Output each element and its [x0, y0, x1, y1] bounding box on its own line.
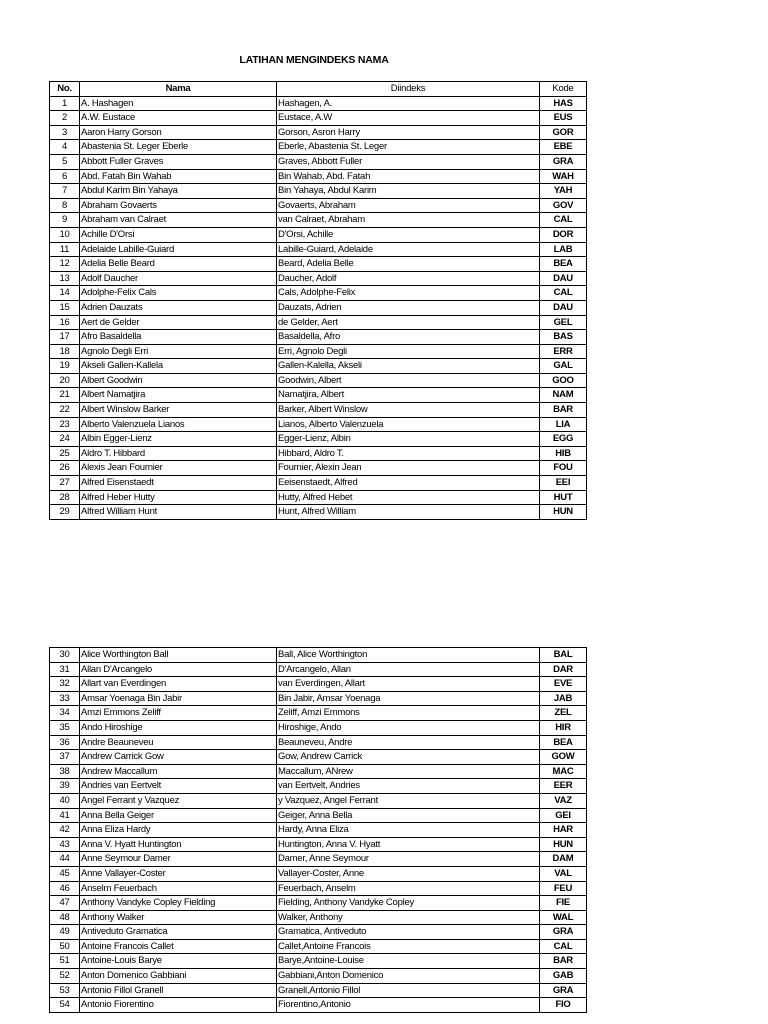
row-kode: MAC — [540, 764, 587, 779]
table-row — [50, 169, 587, 184]
row-number: 22 — [50, 403, 80, 418]
row-nama: Anthony Walker — [80, 910, 277, 925]
table-row — [50, 184, 587, 199]
row-diindeks: Bin Wahab, Abd. Fatah — [277, 169, 540, 184]
row-kode: GRA — [540, 925, 587, 940]
row-nama: Adolphe-Felix Cals — [80, 286, 277, 301]
row-kode: GRA — [540, 154, 587, 169]
row-kode: LAB — [540, 242, 587, 257]
row-diindeks: Zeliff, Amzi Emmons — [277, 706, 540, 721]
row-nama: Aaron Harry Gorson — [80, 125, 277, 140]
name-index-table-2 — [49, 647, 587, 1013]
row-number: 47 — [50, 896, 80, 911]
row-kode: EEI — [540, 476, 587, 491]
table-row — [50, 476, 587, 491]
row-number: 28 — [50, 490, 80, 505]
row-number: 5 — [50, 154, 80, 169]
table-row — [50, 852, 587, 867]
header-kode: Kode — [540, 82, 587, 97]
row-diindeks: Granell,Antonio Fillol — [277, 983, 540, 998]
row-kode: HUT — [540, 490, 587, 505]
row-nama: Alfred Eisenstaedt — [80, 476, 277, 491]
row-number: 46 — [50, 881, 80, 896]
row-diindeks: Hutty, Alfred Hebet — [277, 490, 540, 505]
row-nama: Albin Egger-Lienz — [80, 432, 277, 447]
table-row — [50, 315, 587, 330]
row-nama: Abdul Karim Bin Yahaya — [80, 184, 277, 199]
row-number: 32 — [50, 677, 80, 692]
row-kode: JAB — [540, 691, 587, 706]
row-kode: CAL — [540, 286, 587, 301]
row-diindeks: Fournier, Alexin Jean — [277, 461, 540, 476]
row-number: 21 — [50, 388, 80, 403]
row-number: 40 — [50, 793, 80, 808]
row-diindeks: Barye,Antoine-Louise — [277, 954, 540, 969]
row-nama: Anne Seymour Damer — [80, 852, 277, 867]
row-diindeks: Gabbiani,Anton Domenico — [277, 969, 540, 984]
row-number: 49 — [50, 925, 80, 940]
table-row — [50, 257, 587, 272]
row-diindeks: Huntington, Anna V. Hyatt — [277, 837, 540, 852]
row-kode: FIO — [540, 998, 587, 1013]
row-number: 15 — [50, 300, 80, 315]
row-number: 11 — [50, 242, 80, 257]
table-row — [50, 954, 587, 969]
row-number: 51 — [50, 954, 80, 969]
row-diindeks: Eeisenstaedt, Alfred — [277, 476, 540, 491]
row-nama: A. Hashagen — [80, 96, 277, 111]
row-number: 14 — [50, 286, 80, 301]
row-diindeks: Beauneveu, Andre — [277, 735, 540, 750]
row-nama: A.W. Eustace — [80, 111, 277, 126]
row-kode: EUS — [540, 111, 587, 126]
row-number: 24 — [50, 432, 80, 447]
row-diindeks: Hunt, Alfred William — [277, 505, 540, 520]
table-row — [50, 111, 587, 126]
table-row — [50, 125, 587, 140]
row-diindeks: Bin Jabir, Amsar Yoenaga — [277, 691, 540, 706]
row-number: 19 — [50, 359, 80, 374]
row-nama: Anne Vallayer-Coster — [80, 866, 277, 881]
row-number: 7 — [50, 184, 80, 199]
row-kode: BEA — [540, 257, 587, 272]
row-diindeks: Hashagen, A. — [277, 96, 540, 111]
table-row — [50, 662, 587, 677]
row-kode: GEL — [540, 315, 587, 330]
row-kode: HUN — [540, 837, 587, 852]
row-nama: Adrien Dauzats — [80, 300, 277, 315]
row-nama: Albert Winslow Barker — [80, 403, 277, 418]
row-nama: Albert Goodwin — [80, 373, 277, 388]
row-nama: Adelia Belle Beard — [80, 257, 277, 272]
row-diindeks: y Vazquez, Angel Ferrant — [277, 793, 540, 808]
row-kode: EGG — [540, 432, 587, 447]
row-nama: Abbott Fuller Graves — [80, 154, 277, 169]
row-diindeks: Maccallum, ANrew — [277, 764, 540, 779]
row-number: 50 — [50, 939, 80, 954]
row-number: 16 — [50, 315, 80, 330]
table-row — [50, 344, 587, 359]
row-kode: NAM — [540, 388, 587, 403]
table-row — [50, 706, 587, 721]
row-nama: Alice Worthington Ball — [80, 648, 277, 663]
row-diindeks: Gorson, Asron Harry — [277, 125, 540, 140]
row-number: 23 — [50, 417, 80, 432]
name-index-table-1 — [49, 81, 587, 520]
table-row — [50, 881, 587, 896]
table-row — [50, 925, 587, 940]
row-kode: GOR — [540, 125, 587, 140]
row-nama: Allart van Everdingen — [80, 677, 277, 692]
row-diindeks: van Eertvelt, Andries — [277, 779, 540, 794]
row-diindeks: de Gelder, Aert — [277, 315, 540, 330]
row-number: 34 — [50, 706, 80, 721]
row-nama: Antonio Fillol Granell — [80, 983, 277, 998]
row-kode: BAR — [540, 954, 587, 969]
row-number: 44 — [50, 852, 80, 867]
row-kode: GOV — [540, 198, 587, 213]
row-diindeks: Barker, Albert Winslow — [277, 403, 540, 418]
table-row — [50, 388, 587, 403]
row-nama: Amzi Emmons Zeliff — [80, 706, 277, 721]
row-kode: DAR — [540, 662, 587, 677]
row-kode: WAL — [540, 910, 587, 925]
header-nama: Nama — [80, 82, 277, 97]
row-diindeks: Fiorentino,Antonio — [277, 998, 540, 1013]
row-nama: Antoine Francois Callet — [80, 939, 277, 954]
row-number: 12 — [50, 257, 80, 272]
table-row — [50, 939, 587, 954]
table-row — [50, 96, 587, 111]
row-diindeks: Bin Yahaya, Abdul Karim — [277, 184, 540, 199]
row-diindeks: Callet,Antoine Francois — [277, 939, 540, 954]
table-row — [50, 808, 587, 823]
row-nama: Abraham van Calraet — [80, 213, 277, 228]
table-row — [50, 271, 587, 286]
table-row — [50, 242, 587, 257]
row-kode: FEU — [540, 881, 587, 896]
row-number: 4 — [50, 140, 80, 155]
row-kode: LIA — [540, 417, 587, 432]
table-row — [50, 300, 587, 315]
row-number: 31 — [50, 662, 80, 677]
row-nama: Andrew Maccallum — [80, 764, 277, 779]
row-diindeks: Gow, Andrew Carrick — [277, 750, 540, 765]
row-number: 42 — [50, 823, 80, 838]
row-number: 39 — [50, 779, 80, 794]
row-diindeks: Goodwin, Albert — [277, 373, 540, 388]
row-kode: CAL — [540, 939, 587, 954]
row-nama: Antiveduto Gramatica — [80, 925, 277, 940]
row-number: 25 — [50, 446, 80, 461]
row-number: 29 — [50, 505, 80, 520]
table-row — [50, 969, 587, 984]
table-row — [50, 823, 587, 838]
row-nama: Alfred Heber Hutty — [80, 490, 277, 505]
row-nama: Ando Hiroshige — [80, 720, 277, 735]
table-row — [50, 793, 587, 808]
row-diindeks: Cals, Adolphe-Felix — [277, 286, 540, 301]
row-nama: Afro Basaldella — [80, 330, 277, 345]
row-number: 18 — [50, 344, 80, 359]
row-nama: Abastenia St. Leger Eberle — [80, 140, 277, 155]
row-nama: Aert de Gelder — [80, 315, 277, 330]
row-kode: HIR — [540, 720, 587, 735]
table-row — [50, 896, 587, 911]
row-kode: GEI — [540, 808, 587, 823]
row-nama: Anselm Feuerbach — [80, 881, 277, 896]
row-number: 13 — [50, 271, 80, 286]
row-nama: Andrew Carrick Gow — [80, 750, 277, 765]
row-nama: Alexis Jean Fournier — [80, 461, 277, 476]
row-number: 33 — [50, 691, 80, 706]
table-row — [50, 691, 587, 706]
row-nama: Anthony Vandyke Copley Fielding — [80, 896, 277, 911]
row-diindeks: Graves, Abbott Fuller — [277, 154, 540, 169]
table-row — [50, 213, 587, 228]
row-number: 41 — [50, 808, 80, 823]
row-nama: Albert Namatjira — [80, 388, 277, 403]
row-number: 53 — [50, 983, 80, 998]
row-kode: EER — [540, 779, 587, 794]
row-nama: Andre Beauneveu — [80, 735, 277, 750]
row-diindeks: Feuerbach, Anselm — [277, 881, 540, 896]
row-number: 30 — [50, 648, 80, 663]
row-kode: CAL — [540, 213, 587, 228]
table-row — [50, 154, 587, 169]
row-kode: DAU — [540, 300, 587, 315]
table-row — [50, 866, 587, 881]
row-kode: FOU — [540, 461, 587, 476]
table-row — [50, 677, 587, 692]
row-nama: Abraham Govaerts — [80, 198, 277, 213]
table-row — [50, 998, 587, 1013]
row-diindeks: Dauzats, Adrien — [277, 300, 540, 315]
row-nama: Anna Bella Geiger — [80, 808, 277, 823]
row-diindeks: Ball, Alice Worthington — [277, 648, 540, 663]
row-diindeks: van Calraet, Abraham — [277, 213, 540, 228]
row-number: 20 — [50, 373, 80, 388]
row-diindeks: Hardy, Anna Eliza — [277, 823, 540, 838]
row-diindeks: Lianos, Alberto Valenzuela — [277, 417, 540, 432]
row-kode: BAL — [540, 648, 587, 663]
row-number: 36 — [50, 735, 80, 750]
row-nama: Anna V. Hyatt Huntington — [80, 837, 277, 852]
row-diindeks: Labille-Guiard, Adelaide — [277, 242, 540, 257]
row-nama: Abd. Fatah Bin Wahab — [80, 169, 277, 184]
row-nama: Aldro T. Hibbard — [80, 446, 277, 461]
row-kode: DAM — [540, 852, 587, 867]
row-number: 38 — [50, 764, 80, 779]
row-kode: GAL — [540, 359, 587, 374]
row-nama: Akseli Gallen-Kallela — [80, 359, 277, 374]
row-number: 2 — [50, 111, 80, 126]
row-diindeks: Damer, Anne Seymour — [277, 852, 540, 867]
row-number: 8 — [50, 198, 80, 213]
row-diindeks: Hiroshige, Ando — [277, 720, 540, 735]
row-diindeks: Beard, Adelia Belle — [277, 257, 540, 272]
row-number: 27 — [50, 476, 80, 491]
table-row — [50, 750, 587, 765]
row-kode: BEA — [540, 735, 587, 750]
table-row — [50, 417, 587, 432]
row-number: 37 — [50, 750, 80, 765]
row-diindeks: Walker, Anthony — [277, 910, 540, 925]
row-nama: Alberto Valenzuela Lianos — [80, 417, 277, 432]
row-number: 17 — [50, 330, 80, 345]
row-nama: Antoine-Louis Barye — [80, 954, 277, 969]
row-nama: Allan D'Arcangelo — [80, 662, 277, 677]
row-nama: Andries van Eertvelt — [80, 779, 277, 794]
row-diindeks: Geiger, Anna Bella — [277, 808, 540, 823]
row-diindeks: Eustace, A.W — [277, 111, 540, 126]
row-diindeks: Gramatica, Antiveduto — [277, 925, 540, 940]
row-number: 52 — [50, 969, 80, 984]
table-row — [50, 373, 587, 388]
row-nama: Angel Ferrant y Vazquez — [80, 793, 277, 808]
row-number: 9 — [50, 213, 80, 228]
table-row — [50, 648, 587, 663]
row-kode: EVE — [540, 677, 587, 692]
row-diindeks: Egger-Lienz, Albin — [277, 432, 540, 447]
row-number: 3 — [50, 125, 80, 140]
header-no: No. — [50, 82, 80, 97]
table-row — [50, 432, 587, 447]
table-row — [50, 330, 587, 345]
row-number: 35 — [50, 720, 80, 735]
row-kode: HAS — [540, 96, 587, 111]
row-number: 48 — [50, 910, 80, 925]
row-diindeks: Gallen-Kalella, Akseli — [277, 359, 540, 374]
row-diindeks: Erri, Agnolo Degli — [277, 344, 540, 359]
row-diindeks: D'Arcangelo, Allan — [277, 662, 540, 677]
row-number: 54 — [50, 998, 80, 1013]
table-row — [50, 227, 587, 242]
row-kode: DAU — [540, 271, 587, 286]
row-kode: GOW — [540, 750, 587, 765]
table-row — [50, 403, 587, 418]
row-diindeks: Hibbard, Aldro T. — [277, 446, 540, 461]
row-diindeks: Namatjira, Albert — [277, 388, 540, 403]
row-kode: ZEL — [540, 706, 587, 721]
row-nama: Anna Eliza Hardy — [80, 823, 277, 838]
row-number: 1 — [50, 96, 80, 111]
row-kode: GOO — [540, 373, 587, 388]
header-diindeks: Diindeks — [277, 82, 540, 97]
row-kode: BAR — [540, 403, 587, 418]
row-number: 26 — [50, 461, 80, 476]
row-number: 10 — [50, 227, 80, 242]
table-row — [50, 461, 587, 476]
row-nama: Achille D'Orsi — [80, 227, 277, 242]
row-nama: Anton Domenico Gabbiani — [80, 969, 277, 984]
page-title: LATIHAN MENGINDEKS NAMA — [239, 54, 389, 66]
row-kode: WAH — [540, 169, 587, 184]
table-row — [50, 735, 587, 750]
table-row — [50, 505, 587, 520]
table-row — [50, 779, 587, 794]
row-nama: Amsar Yoenaga Bin Jabir — [80, 691, 277, 706]
table-row — [50, 910, 587, 925]
table-row — [50, 286, 587, 301]
row-nama: Agnolo Degli Erri — [80, 344, 277, 359]
row-kode: ERR — [540, 344, 587, 359]
row-diindeks: D'Orsi, Achille — [277, 227, 540, 242]
row-kode: HUN — [540, 505, 587, 520]
row-diindeks: Daucher, Adolf — [277, 271, 540, 286]
row-kode: VAL — [540, 866, 587, 881]
row-kode: DOR — [540, 227, 587, 242]
row-nama: Antonio Fiorentino — [80, 998, 277, 1013]
table-row — [50, 764, 587, 779]
table-row — [50, 140, 587, 155]
table-row — [50, 446, 587, 461]
table-row — [50, 490, 587, 505]
table-row — [50, 198, 587, 213]
table-header-row — [50, 82, 587, 97]
table-row — [50, 720, 587, 735]
row-diindeks: van Everdingen, Allart — [277, 677, 540, 692]
row-diindeks: Vallayer-Coster, Anne — [277, 866, 540, 881]
row-nama: Alfred William Hunt — [80, 505, 277, 520]
row-diindeks: Eberle, Abastenia St. Leger — [277, 140, 540, 155]
row-number: 45 — [50, 866, 80, 881]
row-kode: EBE — [540, 140, 587, 155]
table-row — [50, 983, 587, 998]
row-number: 6 — [50, 169, 80, 184]
row-kode: HAR — [540, 823, 587, 838]
row-kode: BAS — [540, 330, 587, 345]
row-number: 43 — [50, 837, 80, 852]
row-nama: Adelaide Labille-Guiard — [80, 242, 277, 257]
row-diindeks: Fielding, Anthony Vandyke Copley — [277, 896, 540, 911]
row-kode: FIE — [540, 896, 587, 911]
row-kode: GRA — [540, 983, 587, 998]
row-kode: HIB — [540, 446, 587, 461]
row-diindeks: Basaldella, Afro — [277, 330, 540, 345]
row-kode: YAH — [540, 184, 587, 199]
row-kode: GAB — [540, 969, 587, 984]
table-row — [50, 837, 587, 852]
row-diindeks: Govaerts, Abraham — [277, 198, 540, 213]
row-kode: VAZ — [540, 793, 587, 808]
row-nama: Adolf Daucher — [80, 271, 277, 286]
table-row — [50, 359, 587, 374]
